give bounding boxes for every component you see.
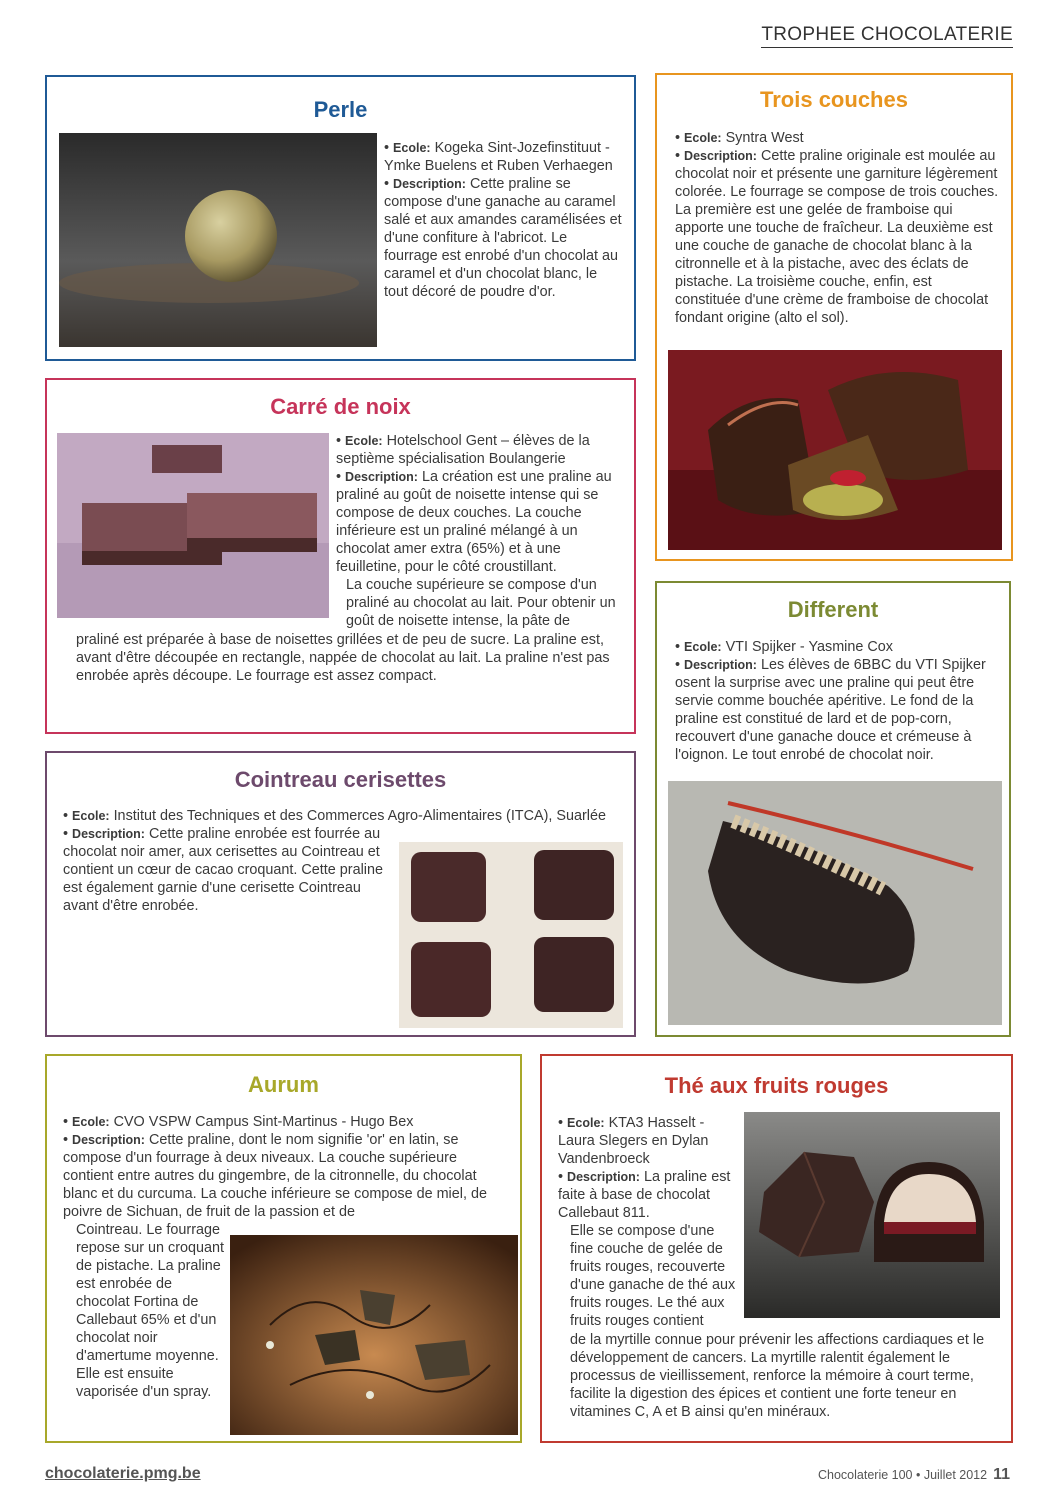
different-box: [655, 581, 1011, 1037]
ecole-label: Ecole:: [684, 131, 722, 145]
ecole-label: Ecole:: [684, 640, 722, 654]
the-box: [540, 1054, 1013, 1443]
description-label: Description:: [567, 1170, 640, 1184]
ecole-label: Ecole:: [345, 434, 383, 448]
description-label: Description:: [72, 1133, 145, 1147]
cointreau-text-top: [63, 807, 628, 825]
the-text-bottom: [570, 1331, 1000, 1421]
aurum-description-2: Cointreau. Le fourrage repose sur un croquant de pistache. La praline est enrobée de chocolat Fortina de Callebaut 65% et d'un chocolat noir d'amertume moyenne. Elle est ensuite vaporisée d'un spray.: [76, 1222, 224, 1400]
carre-de-noix-text-bottom: [76, 631, 611, 685]
description-label: Description:: [684, 658, 757, 672]
section-title: TROPHEE CHOCOLATERIE: [761, 24, 1013, 48]
carre-de-noix-title: Carré de noix: [270, 394, 411, 419]
the-photo: [744, 1112, 1000, 1318]
the-description-3: de la myrtille connue pour prévenir les affections cardiaques et le développement de cancers. La myrtille ralentit également le processus de vieillissement, renforce la mémoire à court terme, facilite la digestion des épices et contient une forte teneur en vitamines C, A et B ainsi qu'en minéraux.: [570, 1332, 985, 1420]
the-description-2: Elle se compose d'une fine couche de gelée de fruits rouges, recouverte d'une ganache de thé aux fruits rouges. Le thé aux fruits rouges contient: [570, 1223, 736, 1329]
perle-description: Cette praline se compose d'une ganache au caramel salé et aux amandes caramélisées et d'une confiture à l'abricot. Le fourrage est enrobé d'un chocolat au caramel et d'un chocolat blanc, le tout décoré de poudre d'or.: [384, 176, 622, 300]
cointreau-ecole: Institut des Techniques et des Commerces Agro-Alimentaires (ITCA), Suarlée: [113, 808, 606, 824]
different-photo: [668, 781, 1002, 1025]
description-label: Description:: [393, 177, 466, 191]
description-label: Description:: [345, 470, 418, 484]
aurum-ecole: CVO VSPW Campus Sint-Martinus - Hugo Bex: [113, 1114, 414, 1130]
ecole-label: Ecole:: [72, 809, 110, 823]
carre-de-noix-photo: [57, 433, 329, 618]
carre-de-noix-description-3: praliné est préparée à base de noisettes grillées et de peu de sucre. La praline est, avant d'être découpée en rectangle, nappée de chocolat au lait. La praline n'est pas enrobée après découpe. Le fourrage est assez compact.: [76, 632, 610, 684]
ecole-label: Ecole:: [72, 1115, 110, 1129]
aurum-text-bottom: [76, 1221, 224, 1401]
page-number: 11: [993, 1466, 1010, 1483]
the-text: [558, 1114, 738, 1330]
aurum-box: [45, 1054, 522, 1443]
footer-issue-text: Chocolaterie 100 • Juillet 2012: [818, 1468, 988, 1482]
the-ecole: KTA3 Hasselt - Laura Slegers en Dylan Vandenbroeck: [558, 1115, 709, 1167]
the-description: La praline est faite à base de chocolat Callebaut 811.: [558, 1169, 731, 1221]
description-label: Description:: [72, 827, 145, 841]
carre-de-noix-ecole: Hotelschool Gent – élèves de la septième spécialisation Boulangerie: [336, 433, 590, 467]
ecole-label: Ecole:: [393, 141, 431, 155]
different-text: [675, 638, 1000, 764]
carre-de-noix-description-2: La couche supérieure se compose d'un praliné au chocolat au lait. Pour obtenir un goût de noisette intense, la pâte de: [346, 577, 616, 629]
cointreau-box: [45, 751, 636, 1037]
aurum-photo: [230, 1235, 518, 1435]
the-title: Thé aux fruits rouges: [664, 1073, 889, 1098]
carre-de-noix-text: [336, 432, 626, 630]
carre-de-noix-box: [45, 378, 636, 734]
perle-box: [45, 75, 636, 361]
perle-photo: [59, 133, 377, 347]
perle-text: [384, 139, 624, 301]
different-ecole: VTI Spijker - Yasmine Cox: [725, 639, 893, 655]
footer-site-link[interactable]: chocolaterie.pmg.be: [45, 1465, 201, 1482]
cointreau-text: [63, 825, 393, 915]
different-description: Les élèves de 6BBC du VTI Spijker osent la surprise avec une praline qui peut être servie comme bouchée apéritive. Le fond de la praline est constitué de lard et de pop-corn, recouvert d'une ganache douce et crémeuse à l'oignon. Le tout enrobé de chocolat noir.: [675, 657, 986, 763]
cointreau-description: Cette praline enrobée est fourrée au chocolat noir amer, aux cerisettes au Cointreau et contient un cœur de cacao croquant. Cette praline est également garnie d'une cerisette Cointreau avant d'être enrobée.: [63, 826, 383, 914]
perle-ecole: Kogeka Sint-Jozefinstituut - Ymke Buelens et Ruben Verhaegen: [384, 140, 613, 174]
trois-couches-description: Cette praline originale est moulée au chocolat noir et présente une garniture légèrement colorée. Le fourrage se compose de trois couches. La première est une gelée de framboise qui apporte une touche de fraîcheur. La deuxième est une couche de ganache de chocolat blanc à la citronnelle et à la pistache, avec des éclats de pistache. La troisième couche, enfin, est constituée d'une crème de framboise de chocolat fondant origine (alto el sol).: [675, 148, 999, 326]
footer-issue: [818, 1466, 1010, 1484]
aurum-description: Cette praline, dont le nom signifie 'or' en latin, se compose d'un fourrage à deux niveaux. La couche supérieure contient entre autres du gingembre, de la citronnelle, du chocolat blanc et du curcuma. La couche inférieure se compose de miel, de poivre de Sichuan, de fruit de la passion et de: [63, 1132, 487, 1220]
trois-couches-photo: [668, 350, 1002, 550]
ecole-label: Ecole:: [567, 1116, 605, 1130]
perle-title: Perle: [313, 97, 368, 122]
description-label: Description:: [684, 149, 757, 163]
trois-couches-box: [655, 73, 1013, 561]
trois-couches-text: [675, 129, 1000, 327]
trois-couches-title: Trois couches: [760, 87, 908, 112]
aurum-text-top: [63, 1113, 511, 1221]
cointreau-photo: [399, 842, 623, 1028]
aurum-title: Aurum: [248, 1072, 319, 1097]
different-title: Different: [787, 597, 879, 622]
carre-de-noix-description: La création est une praline au praliné au goût de noisette intense qui se compose de deux couches. La couche inférieure est un praliné mélangé à un chocolat amer extra (65%) et à une feuilletine, pour le côté croustillant.: [336, 469, 612, 575]
trois-couches-ecole: Syntra West: [725, 130, 804, 146]
cointreau-title: Cointreau cerisettes: [234, 767, 447, 792]
